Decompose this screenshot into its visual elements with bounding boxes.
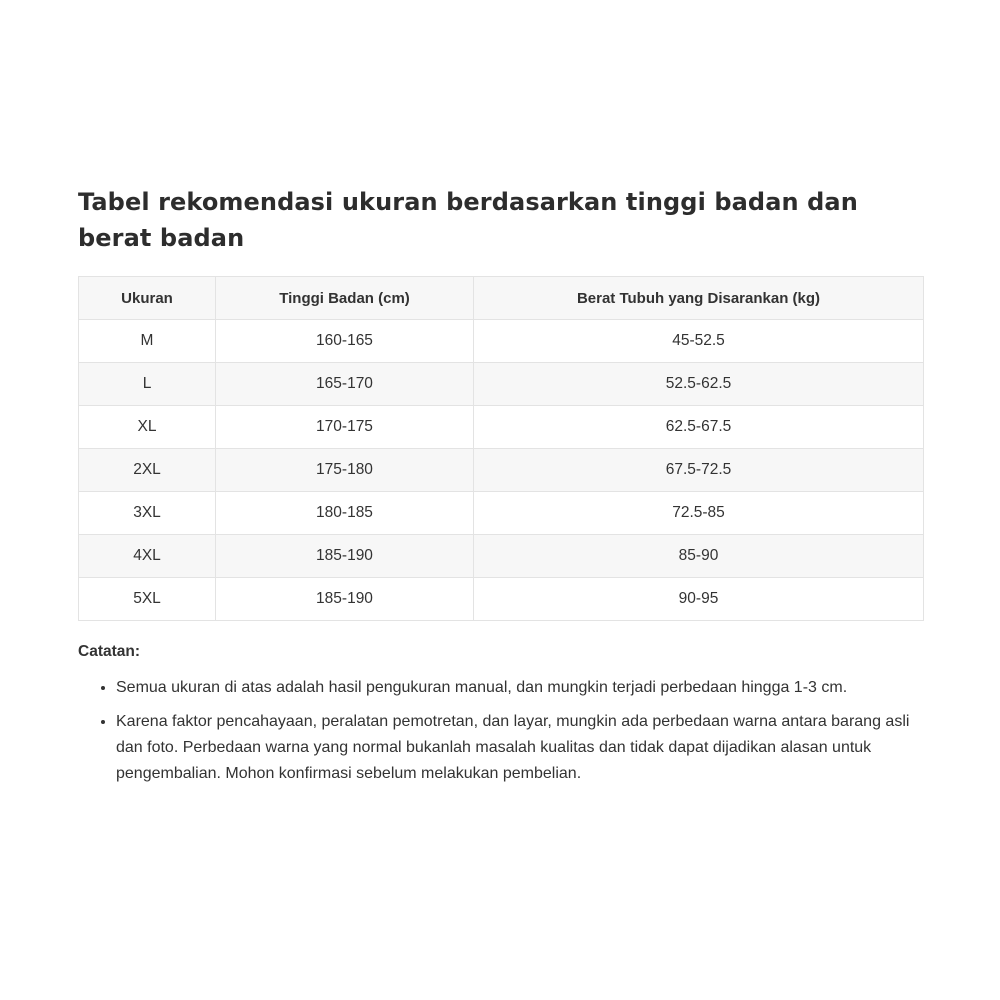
cell-height: 185-190 [216,578,474,621]
cell-height: 160-165 [216,320,474,363]
cell-weight: 72.5-85 [474,492,924,535]
cell-size: 2XL [79,449,216,492]
column-header-weight: Berat Tubuh yang Disarankan (kg) [474,277,924,320]
table-row [79,363,924,406]
cell-weight: 85-90 [474,535,924,578]
cell-weight: 45-52.5 [474,320,924,363]
table-row [79,492,924,535]
cell-size: XL [79,406,216,449]
cell-height: 170-175 [216,406,474,449]
size-guide-content [78,184,923,795]
table-row [79,535,924,578]
size-table [78,276,924,621]
notes-list [78,675,923,787]
cell-size: L [79,363,216,406]
cell-size: M [79,320,216,363]
note-item: • Karena faktor pencahayaan, peralatan pemotretan, dan layar, mungkin ada perbedaan warna antara barang asli dan foto. Perbedaan warna yang normal bukanlah masalah kualitas dan tidak dapat dijadikan alasan untuk pengembalian. Mohon konfirmasi sebelum melakukan pembelian. [116,709,923,787]
cell-weight: 52.5-62.5 [474,363,924,406]
cell-weight: 62.5-67.5 [474,406,924,449]
cell-weight: 67.5-72.5 [474,449,924,492]
note-item: • Semua ukuran di atas adalah hasil pengukuran manual, dan mungkin terjadi perbedaan hingga 1-3 cm. [116,675,923,701]
notes-heading: Catatan: [78,643,141,660]
table-row [79,449,924,492]
cell-height: 165-170 [216,363,474,406]
page-title: Tabel rekomendasi ukuran berdasarkan tinggi badan dan berat badan [78,188,858,252]
table-row [79,578,924,621]
cell-size: 4XL [79,535,216,578]
column-header-size: Ukuran [79,277,216,320]
table-row [79,406,924,449]
cell-height: 185-190 [216,535,474,578]
cell-height: 180-185 [216,492,474,535]
column-header-height: Tinggi Badan (cm) [216,277,474,320]
cell-height: 175-180 [216,449,474,492]
cell-size: 5XL [79,578,216,621]
table-header-row [79,277,924,320]
table-row [79,320,924,363]
cell-weight: 90-95 [474,578,924,621]
cell-size: 3XL [79,492,216,535]
